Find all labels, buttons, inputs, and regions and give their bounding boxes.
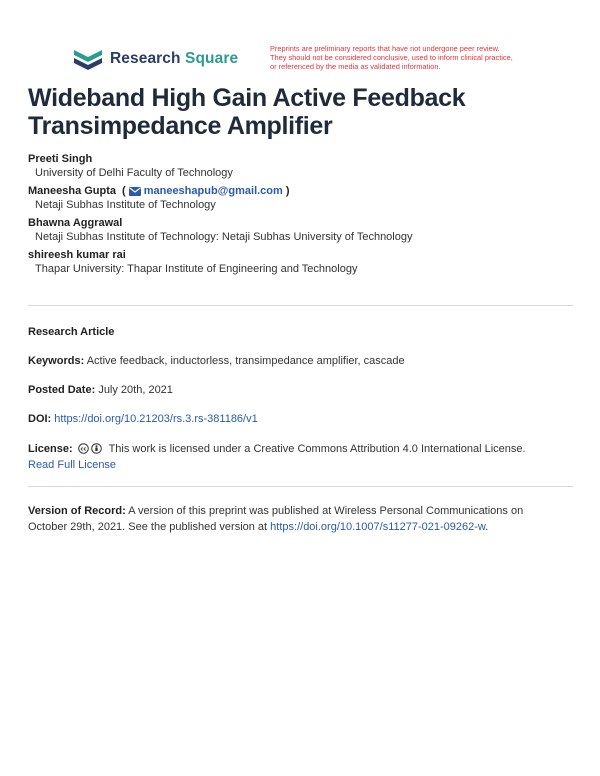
author-affiliation: Thapar University: Thapar Institute of Engineering and Technology — [35, 263, 358, 275]
published-version-link[interactable]: https://doi.org/10.1007/s11277-021-09262-w — [270, 521, 486, 533]
license-line — [28, 441, 573, 473]
author-entry — [28, 152, 573, 180]
posted-date-value: July 20th, 2021 — [98, 384, 173, 396]
author-affiliation: Netaji Subhas Institute of Technology — [35, 199, 216, 211]
by-icon — [91, 443, 102, 454]
paper-title-line1: Wideband High Gain Active Feedback — [28, 84, 466, 112]
version-of-record-text-2: October 29th, 2021. See the published version at — [28, 521, 268, 533]
read-full-license-link[interactable]: Read Full License — [28, 459, 117, 471]
author-entry — [28, 248, 573, 276]
paren-close: ) — [285, 185, 290, 197]
section-divider — [28, 486, 573, 487]
paren-open: ( — [122, 185, 126, 197]
section-divider — [28, 305, 573, 306]
notice-line: or referenced by the media as validated information. — [270, 62, 441, 71]
author-entry — [28, 216, 573, 244]
author-name: Bhawna Aggrawal — [28, 217, 123, 229]
svg-text:cc: cc — [80, 446, 87, 453]
author-email-link[interactable] — [122, 184, 289, 198]
author-name: Preeti Singh — [28, 153, 93, 165]
author-name: shireesh kumar rai — [28, 249, 126, 261]
license-label: License: — [28, 443, 73, 455]
paper-title — [28, 84, 548, 140]
doi-label: DOI: — [28, 413, 52, 425]
doi-line — [28, 411, 573, 427]
license-icons — [78, 443, 104, 454]
research-square-logo-icon — [74, 48, 102, 70]
author-affiliation: University of Delhi Faculty of Technology — [35, 167, 233, 179]
brand-name — [110, 50, 238, 68]
author-entry — [28, 184, 573, 212]
author-affiliation: Netaji Subhas Institute of Technology: Netaji Subhas University of Technology — [35, 231, 413, 243]
doi-link[interactable]: https://doi.org/10.21203/rs.3.rs-381186/v1 — [54, 413, 258, 425]
keywords-line — [28, 353, 573, 369]
notice-line: Preprints are preliminary reports that have not undergone peer review. — [270, 44, 500, 53]
version-of-record-label: Version of Record: — [28, 505, 126, 517]
license-text: This work is licensed under a Creative Commons Attribution 4.0 International License. — [108, 443, 526, 455]
version-of-record-text: A version of this preprint was published at Wireless Personal Communications on — [128, 505, 524, 517]
version-of-record-period: . — [485, 521, 489, 533]
brand-name-part1: Research — [110, 50, 181, 67]
author-list — [28, 152, 573, 280]
research-square-logo[interactable] — [74, 46, 238, 72]
keywords-label: Keywords: — [28, 355, 85, 367]
notice-line: They should not be considered conclusive, used to inform clinical practice, — [270, 53, 513, 62]
author-name-row — [28, 184, 573, 198]
author-name: Maneesha Gupta — [28, 185, 117, 197]
author-email: maneeshapub@gmail.com — [143, 185, 283, 197]
article-type — [28, 324, 573, 340]
brand-name-part2: Square — [185, 50, 239, 67]
cc-icon — [78, 443, 89, 454]
paper-title-line2: Transimpedance Amplifier — [28, 112, 333, 140]
article-type-label: Research Article — [28, 326, 115, 338]
preprint-notice — [270, 44, 570, 71]
keywords-value: Active feedback, inductorless, transimpedance amplifier, cascade — [86, 355, 405, 367]
posted-date-line — [28, 382, 573, 398]
version-of-record — [28, 503, 573, 535]
envelope-icon — [129, 187, 141, 196]
posted-date-label: Posted Date: — [28, 384, 96, 396]
